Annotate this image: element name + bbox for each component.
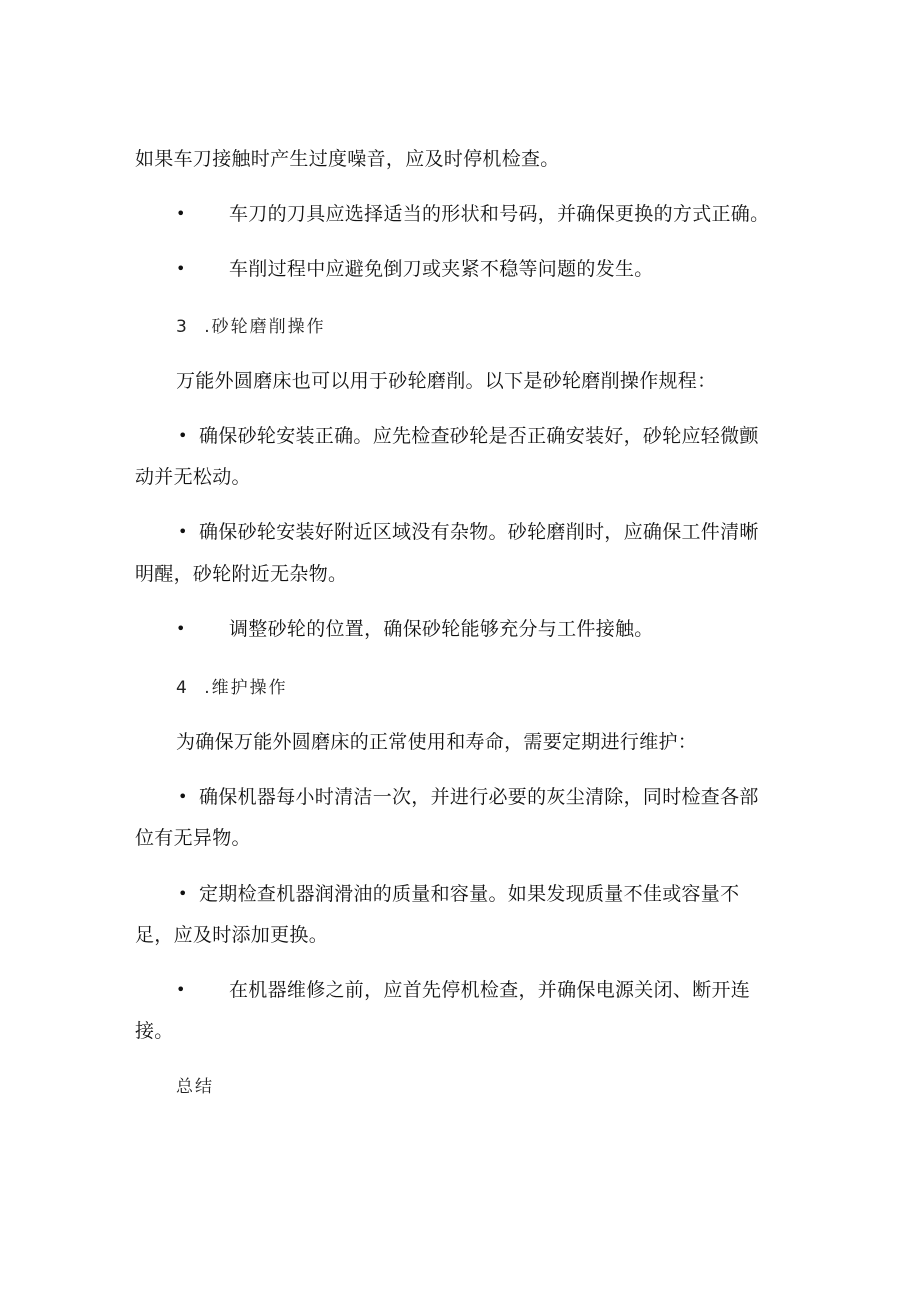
section-number: 4 bbox=[176, 678, 189, 698]
bullet-icon: • bbox=[178, 426, 188, 445]
section-number: 3 bbox=[176, 317, 189, 337]
list-item-clean-machine-cont: 位有无异物。 bbox=[135, 827, 251, 849]
list-item-wheel-install-cont: 动并无松动。 bbox=[135, 466, 251, 488]
list-item-check-oil-cont: 足，应及时添加更换。 bbox=[135, 924, 329, 946]
list-item-check-oil: 定期检查机器润滑油的质量和容量。如果发现质量不佳或容量不 bbox=[199, 883, 740, 905]
bullet-icon: • bbox=[176, 980, 186, 999]
bullet-icon: • bbox=[178, 787, 188, 806]
bullet-icon: • bbox=[176, 619, 186, 638]
section-title: .维护操作 bbox=[204, 678, 288, 698]
list-item-clean-machine: 确保机器每小时清洁一次，并进行必要的灰尘清除，同时检查各部 bbox=[199, 786, 759, 808]
section-4-intro: 为确保万能外圆磨床的正常使用和寿命，需要定期进行维护： bbox=[176, 731, 698, 753]
bullet-icon: • bbox=[178, 522, 188, 541]
bullet-icon: • bbox=[176, 204, 186, 223]
section-4-heading bbox=[176, 677, 288, 699]
list-item-avoid-problems: 车削过程中应避免倒刀或夹紧不稳等问题的发生。 bbox=[229, 258, 654, 280]
summary-heading: 总结 bbox=[176, 1077, 214, 1097]
section-3-heading bbox=[176, 316, 326, 338]
list-item-tool-selection: 车刀的刀具应选择适当的形状和号码，并确保更换的方式正确。 bbox=[229, 203, 770, 225]
section-3-intro: 万能外圆磨床也可以用于砂轮磨削。以下是砂轮磨削操作规程： bbox=[176, 370, 717, 392]
section-title: .砂轮磨削操作 bbox=[204, 317, 326, 337]
paragraph-intro: 如果车刀接触时产生过度噪音，应及时停机检查。 bbox=[135, 148, 560, 170]
bullet-icon: • bbox=[176, 259, 186, 278]
list-item-area-clear: 确保砂轮安装好附近区域没有杂物。砂轮磨削时，应确保工件清晰 bbox=[199, 521, 759, 543]
list-item-adjust-wheel: 调整砂轮的位置，确保砂轮能够充分与工件接触。 bbox=[229, 618, 654, 640]
list-item-area-clear-cont: 明醒，砂轮附近无杂物。 bbox=[135, 563, 348, 585]
bullet-icon: • bbox=[178, 884, 188, 903]
list-item-wheel-install: 确保砂轮安装正确。应先检查砂轮是否正确安装好，砂轮应轻微颤 bbox=[199, 425, 759, 447]
list-item-power-off-cont: 接。 bbox=[135, 1020, 174, 1042]
list-item-power-off: 在机器维修之前，应首先停机检查，并确保电源关闭、断开连 bbox=[229, 979, 751, 1001]
